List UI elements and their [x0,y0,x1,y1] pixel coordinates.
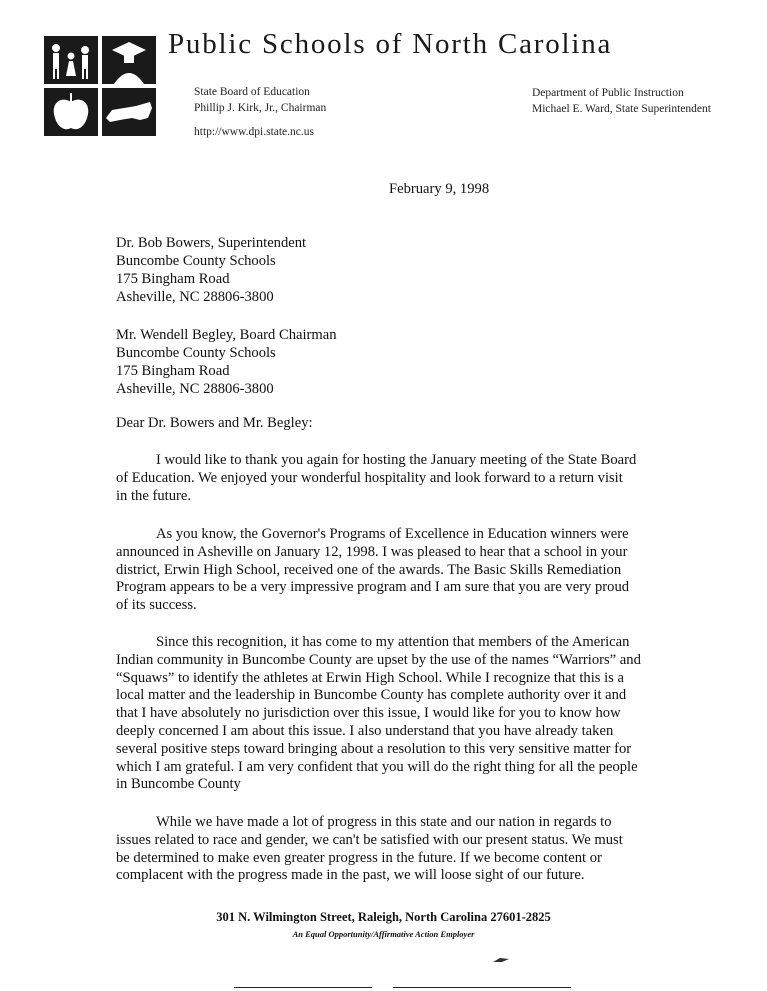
family-icon [44,36,98,84]
paragraph-line: which I am grateful. I am very confident that you will do the right thing for all the people [116,758,638,775]
paragraph-line: of its success. [116,597,197,614]
paragraph-line: of Education. We enjoyed your wonderful hospitality and look forward to a return visit [116,469,623,486]
paragraph-line: several positive steps toward bringing about a resolution to this very sensitive matter for [116,740,632,757]
salutation: Dear Dr. Bowers and Mr. Begley: [116,415,313,431]
paragraph-line: Program appears to be a very impressive program and I am sure that you are very proud [116,579,630,596]
board-name: State Board of Education [194,86,310,98]
paragraph-line: While we have made a lot of progress in this state and our nation in regards to [156,814,612,830]
paragraph-line: that I have absolutely no jurisdiction over this issue, I would like for you to know how [116,705,621,722]
paragraph-line: complacent with the progress made in the past, we will loose sight of our future. [116,867,585,884]
paragraph-2 [116,526,676,615]
footer-rule [234,987,372,988]
state-superintendent: Michael E. Ward, State Superintendent [532,103,711,115]
paragraph-line: announced in Asheville on January 12, 1998. I was pleased to hear that a school in your [116,543,628,560]
footer-eoe: An Equal Opportunity/Affirmative Action Employer [292,929,475,939]
letter-date: February 9, 1998 [389,181,490,197]
letterhead-logo [44,36,156,136]
north-carolina-map-icon [102,88,156,136]
scan-mark [492,956,510,964]
address-line: 175 Bingham Road [116,271,230,287]
paragraph-line: be determined to make even greater progress in the future. If we become content or [116,849,602,866]
paragraph-line: in Buncombe County [116,776,241,793]
address-line: Dr. Bob Bowers, Superintendent [116,235,307,251]
footer-address: 301 N. Wilmington Street, Raleigh, North Carolina 27601-2825 [216,910,551,924]
paragraph-4 [116,814,676,885]
paragraph-line: As you know, the Governor's Programs of Excellence in Education winners were [156,526,629,542]
organization-name: Public Schools of North Carolina [168,28,613,60]
address-line: Buncombe County Schools [116,345,276,361]
state-board-block [194,84,326,116]
paragraph-line: deeply concerned I am about this issue. I also understand that you have already taken [116,722,614,739]
paragraph-line: issues related to race and gender, we can't be satisfied with our present status. We must [116,831,623,848]
address-line: Asheville, NC 28806-3800 [116,289,274,305]
recipient-address-1 [116,234,306,306]
department-block [532,85,711,117]
address-line: 175 Bingham Road [116,363,230,379]
footer-rule [393,987,571,988]
address-line: Buncombe County Schools [116,253,276,269]
paragraph-line: in the future. [116,487,191,504]
address-line: Mr. Wendell Begley, Board Chairman [116,327,337,343]
paragraph-line: “Squaws” to identify the athletes at Erwin High School. While I recognize that this is a [116,669,624,686]
paragraph-line: district, Erwin High School, received one of the awards. The Basic Skills Remediation [116,561,622,578]
paragraph-1 [116,452,676,505]
address-line: Asheville, NC 28806-3800 [116,381,274,397]
paragraph-3 [116,634,676,794]
website-url: http://www.dpi.state.nc.us [194,126,314,138]
department-name: Department of Public Instruction [532,87,684,99]
paragraph-line: local matter and the leadership in Buncombe County has complete authority over it and [116,687,627,704]
board-chair: Phillip J. Kirk, Jr., Chairman [194,102,327,114]
paragraph-line: Since this recognition, it has come to my attention that members of the American [156,634,630,650]
apple-icon [44,88,98,136]
paragraph-line: Indian community in Buncombe County are upset by the use of the names “Warriors” and [116,651,641,668]
recipient-address-2 [116,326,337,398]
paragraph-line: I would like to thank you again for hosting the January meeting of the State Board [156,452,637,468]
graduate-icon [102,36,156,84]
